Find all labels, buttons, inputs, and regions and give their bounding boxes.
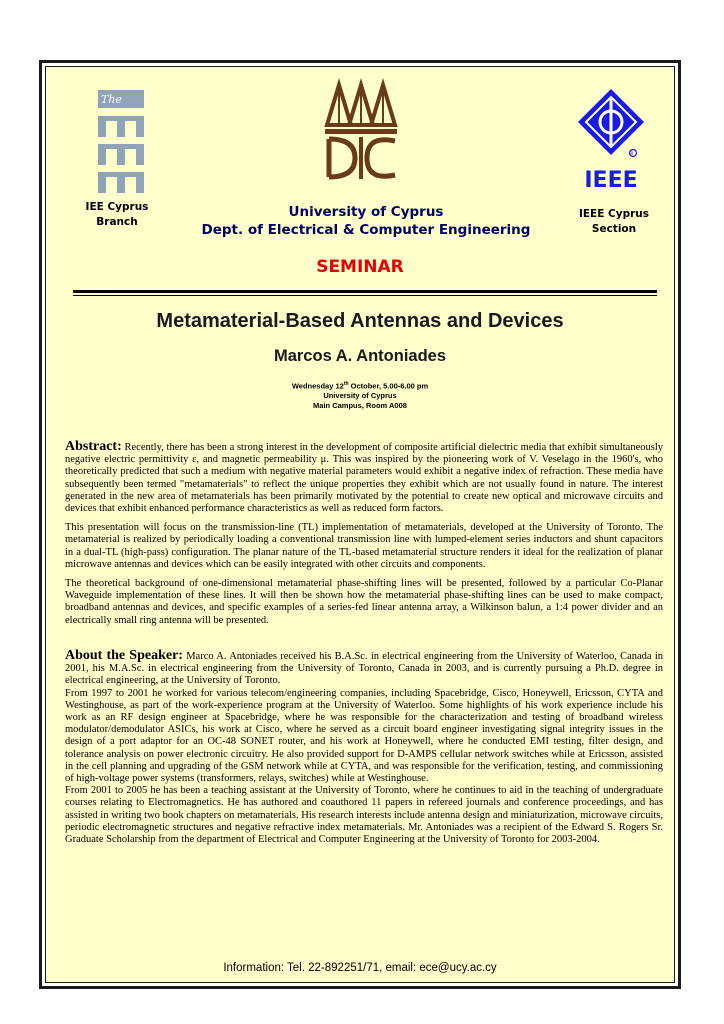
header <box>46 67 674 307</box>
university-logo-icon <box>321 77 401 182</box>
speaker-paragraph: From 1997 to 2001 he worked for various telecom/engineering companies, including Spacebridge, Cisco, Honeywell, Ericsson, CYTA and Westinghouse, as part of the work-experience program at the University of Waterloo. Some highlights of his work experience include his work as an RF design engineer at Spacebridge, where he was responsible for the characterization and testing of broadband wireless modulator/demodulator ASICs, his work at Cisco, where he served as a circuit board engineer investigating signal integrity issues in the design of a port adaptor for an OC-48 SONET router, and his work at Honeywell, where he conducted EMI testing, filter design, and tolerance analysis on power electronic circuitry. He also provided support for D-AMPS cellular network switches while at Ericsson, assisted in the cell planning and upgrading of the GSM network while at CYTA, and was responsible for the verification, testing, and commissioning of high-voltage power systems (transformers, relays, switches) while at Westinghouse. <box>65 687 663 785</box>
about-speaker-section <box>65 650 663 846</box>
section-line: IEEE Cyprus <box>578 208 650 220</box>
about-speaker-label: About the Speaker: <box>65 648 183 663</box>
branch-line: Branch <box>96 216 138 228</box>
event-details <box>46 380 674 410</box>
speaker-paragraph: From 2001 to 2005 he has been a teaching assistant at the University of Toronto, where he continues to aid in the teaching of undergraduate courses relating to Electromagnetics. He has authored and coauthored 11 papers in refereed journals and conference proceedings, and has assisted in writing two book chapters on metamaterials. His research interests include antenna design and miniaturization, microwave circuits, periodic electromagnetic structures and negative refractive index metamaterials. Mr. Antoniades was a recipient of the Edward S. Rogers Sr. Graduate Scholarship from the department of Electrical and Computer Engineering at the University of Toronto for 2003-2004. <box>65 785 663 846</box>
abstract-section <box>65 441 663 634</box>
abstract-paragraph: This presentation will focus on the transmission-line (TL) implementation of metamaterials, developed at the University of Toronto. The metamaterial is realized by periodically loading a conventional transmission line with lumped-element series inductors and shunt capacitors in a dual-TL (high-pass) configuration. The planar nature of the TL-based metamaterial structure renders it ideal for the realization of planar microwave antennas and devices which can be easily integrated with other circuits and components. <box>65 522 663 570</box>
poster-content <box>45 66 675 983</box>
abstract-paragraph: The theoretical background of one-dimensional metamaterial phase-shifting lines will be presented, followed by a particular Co-Planar Waveguide implementation of these lines. It will then be shown how the metamaterial phase-shifting lines can be used to make compact, broadband antennas and devices, and specific examples of a series-fed linear antenna array, a Wilkinson balun, a 1:4 power divider and an electrically small ring antenna will be presented. <box>65 578 663 626</box>
ieee-logo-icon <box>576 87 646 190</box>
event-date: Wednesday 12th October, 5.00-6.00 pm <box>291 381 429 391</box>
iee-cyprus-branch-label <box>72 200 162 230</box>
speaker-paragraph: About the Speaker: Marco A. Antoniades received his B.A.Sc. in electrical engineering from the University of Waterloo, Canada in 2001, his M.A.Sc. in electrical engineering from the University of Toronto, Canada in 2003, and is currently pursuing a Ph.D. degree in electrical engineering, at the University of Toronto. <box>65 648 663 687</box>
contact-information: Information: Tel. 22-892251/71, email: ece@ucy.ac.cy <box>223 962 497 974</box>
ieee-cyprus-section-label <box>569 207 659 237</box>
abstract-label: Abstract: <box>65 439 122 454</box>
svg-text:IEEE: IEEE <box>584 168 638 190</box>
iee-logo-icon <box>98 90 144 200</box>
poster-frame <box>39 60 681 989</box>
department-name: Dept. of Electrical & Computer Engineering <box>201 222 531 238</box>
university-name: University of Cyprus <box>288 204 444 220</box>
event-room: Main Campus, Room A008 <box>313 400 407 410</box>
svg-text:R: R <box>630 152 634 157</box>
branch-line: IEE Cyprus <box>85 201 149 213</box>
seminar-heading: SEMINAR <box>316 257 404 277</box>
section-line: Section <box>591 223 637 235</box>
divider-thick <box>73 290 657 293</box>
event-venue: University of Cyprus <box>323 391 397 400</box>
svg-text:The: The <box>101 93 122 106</box>
abstract-paragraph: Abstract: Recently, there has been a strong interest in the development of composite artificial dielectric media that exhibit simultaneously negative electric permittivity ε, and magnetic permeability μ. This was inspired by the pioneering work of V. Veselago in the 1960's, who theoretically predicted that such a medium with negative material parameters would exhibit a negative index of refraction. These media have subsequently been termed "metamaterials" to reflect the unique properties they exhibit which are not usually found in nature. The interest generated in the new area of metamaterials has been primarily motivated by the potential to create new optical and microwave circuits and devices that exhibit enhanced performance characteristics as well as reduced form factors. <box>65 439 663 515</box>
speaker-name: Marcos A. Antoniades <box>273 347 447 365</box>
divider-thin <box>73 295 657 296</box>
seminar-title: Metamaterial-Based Antennas and Devices <box>156 310 564 332</box>
